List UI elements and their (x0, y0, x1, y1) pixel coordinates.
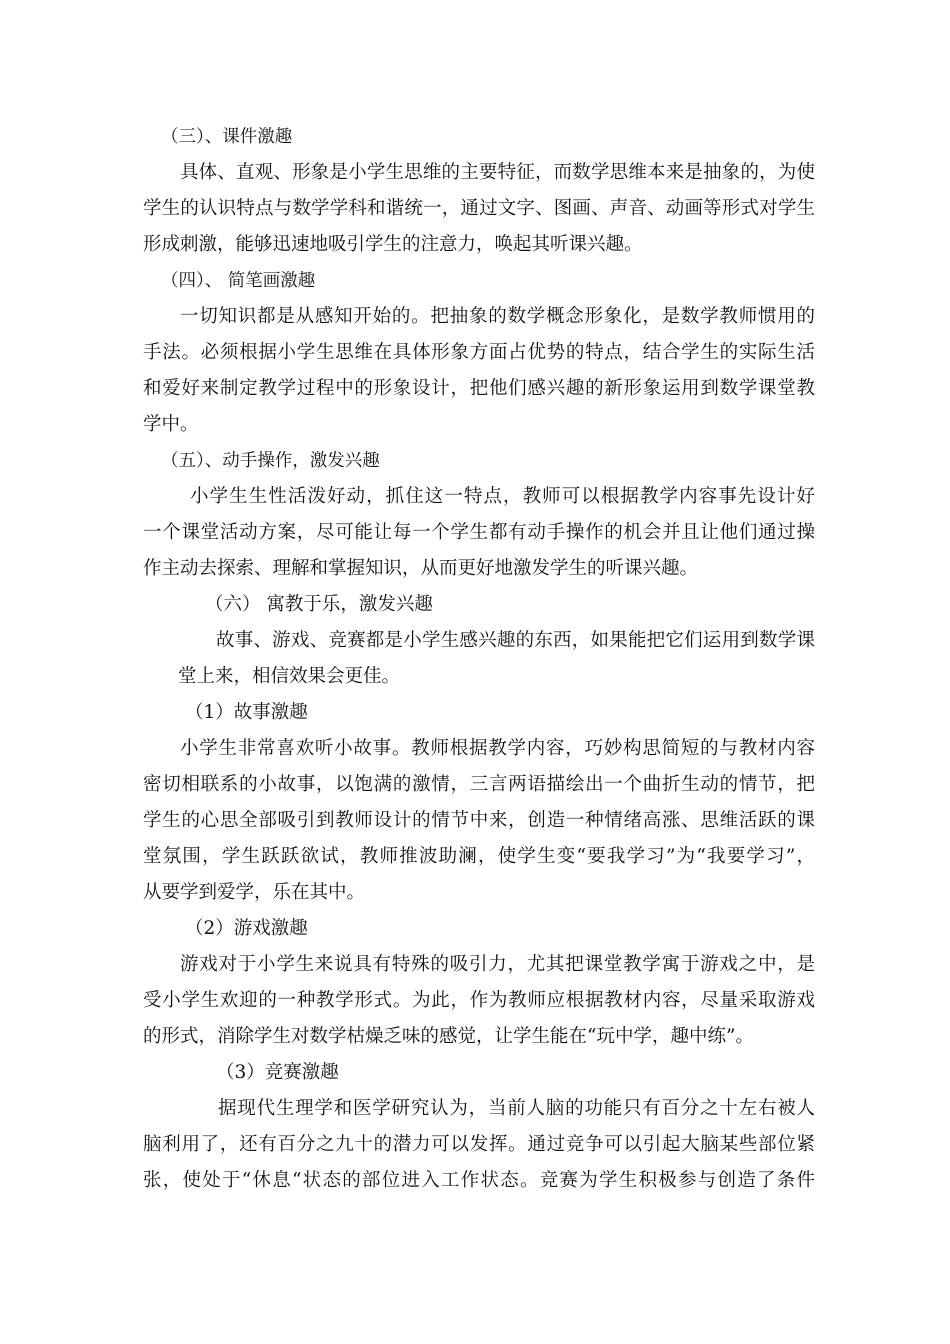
paragraph-line: 张，使处于“休息“状态的部位进入工作状态。竞赛为学生积极参与创造了条件 (143, 1170, 815, 1191)
paragraph-line: 小学生生性活泼好动，抓住这一特点，教师可以根据教学内容事先设计好 (190, 486, 815, 507)
paragraph-line: 故事、游戏、竞赛都是小学生感兴趣的东西，如果能把它们运用到数学课 (216, 630, 815, 651)
paragraph-line: 作主动去探索、理解和掌握知识，从而更好地激发学生的听课兴趣。 (143, 558, 699, 579)
section-heading-3: （三）、课件激趣 (161, 127, 293, 147)
paragraph-line: 学生的认识特点与数学学科和谐统一，通过文字、图画、声音、动画等形式对学生 (143, 198, 815, 219)
paragraph-line: 学生的心思全部吸引到教师设计的情节中来，创造一种情绪高涨、思维活跃的课 (143, 810, 815, 831)
paragraph-line: 具体、直观、形象是小学生思维的主要特征，而数学思维本来是抽象的，为使 (180, 162, 815, 183)
section-heading-5: （五）、动手操作，激发兴趣 (161, 451, 380, 471)
paragraph-line: 小学生非常喜欢听小故事。教师根据教学内容，巧妙构思简短的与教材内容 (180, 738, 815, 759)
paragraph-line: 和爱好来制定教学过程中的形象设计，把他们感兴趣的新形象运用到数学课堂教 (143, 378, 815, 399)
paragraph-line: 游戏对于小学生来说具有特殊的吸引力，尤其把课堂教学寓于游戏之中，是 (180, 954, 815, 975)
subheading-competition: （3）竞赛激趣 (216, 1062, 339, 1083)
paragraph-line: 的形式，消除学生对数学枯燥乏味的感觉，让学生能在“玩中学，趣中练”。 (143, 1026, 754, 1047)
paragraph-line: 堂上来，相信效果会更佳。 (178, 666, 401, 687)
section-heading-6: （六） 寓教于乐，激发兴趣 (205, 594, 433, 615)
paragraph-line: 一个课堂活动方案，尽可能让每一个学生都有动手操作的机会并且让他们通过操 (143, 522, 815, 543)
paragraph-line: 形成刺激，能够迅速地吸引学生的注意力，唤起其听课兴趣。 (143, 234, 643, 255)
paragraph-line: 一切知识都是从感知开始的。把抽象的数学概念形象化，是数学教师惯用的 (180, 306, 815, 327)
section-heading-4: （四）、 简笔画激趣 (161, 271, 316, 291)
subheading-story: （1）故事激趣 (185, 702, 308, 723)
paragraph-line: 手法。必须根据小学生思维在具体形象方面占优势的特点，结合学生的实际生活 (143, 342, 815, 363)
paragraph-line: 据现代生理学和医学研究认为，当前人脑的功能只有百分之十左右被人 (218, 1098, 815, 1119)
paragraph-line: 堂氛围，学生跃跃欲试，教师推波助澜，使学生变“要我学习”为“我要学习”， (143, 846, 815, 867)
paragraph-line: 受小学生欢迎的一种教学形式。为此，作为教师应根据教材内容，尽量采取游戏 (143, 990, 815, 1011)
paragraph-line: 学中。 (143, 414, 199, 435)
subheading-game: （2）游戏激趣 (185, 918, 308, 939)
paragraph-line: 脑利用了，还有百分之九十的潜力可以发挥。通过竞争可以引起大脑某些部位紧 (143, 1134, 815, 1155)
paragraph-line: 密切相联系的小故事，以饱满的激情，三言两语描绘出一个曲折生动的情节，把 (143, 774, 815, 795)
paragraph-line: 从要学到爱学，乐在其中。 (143, 882, 366, 903)
